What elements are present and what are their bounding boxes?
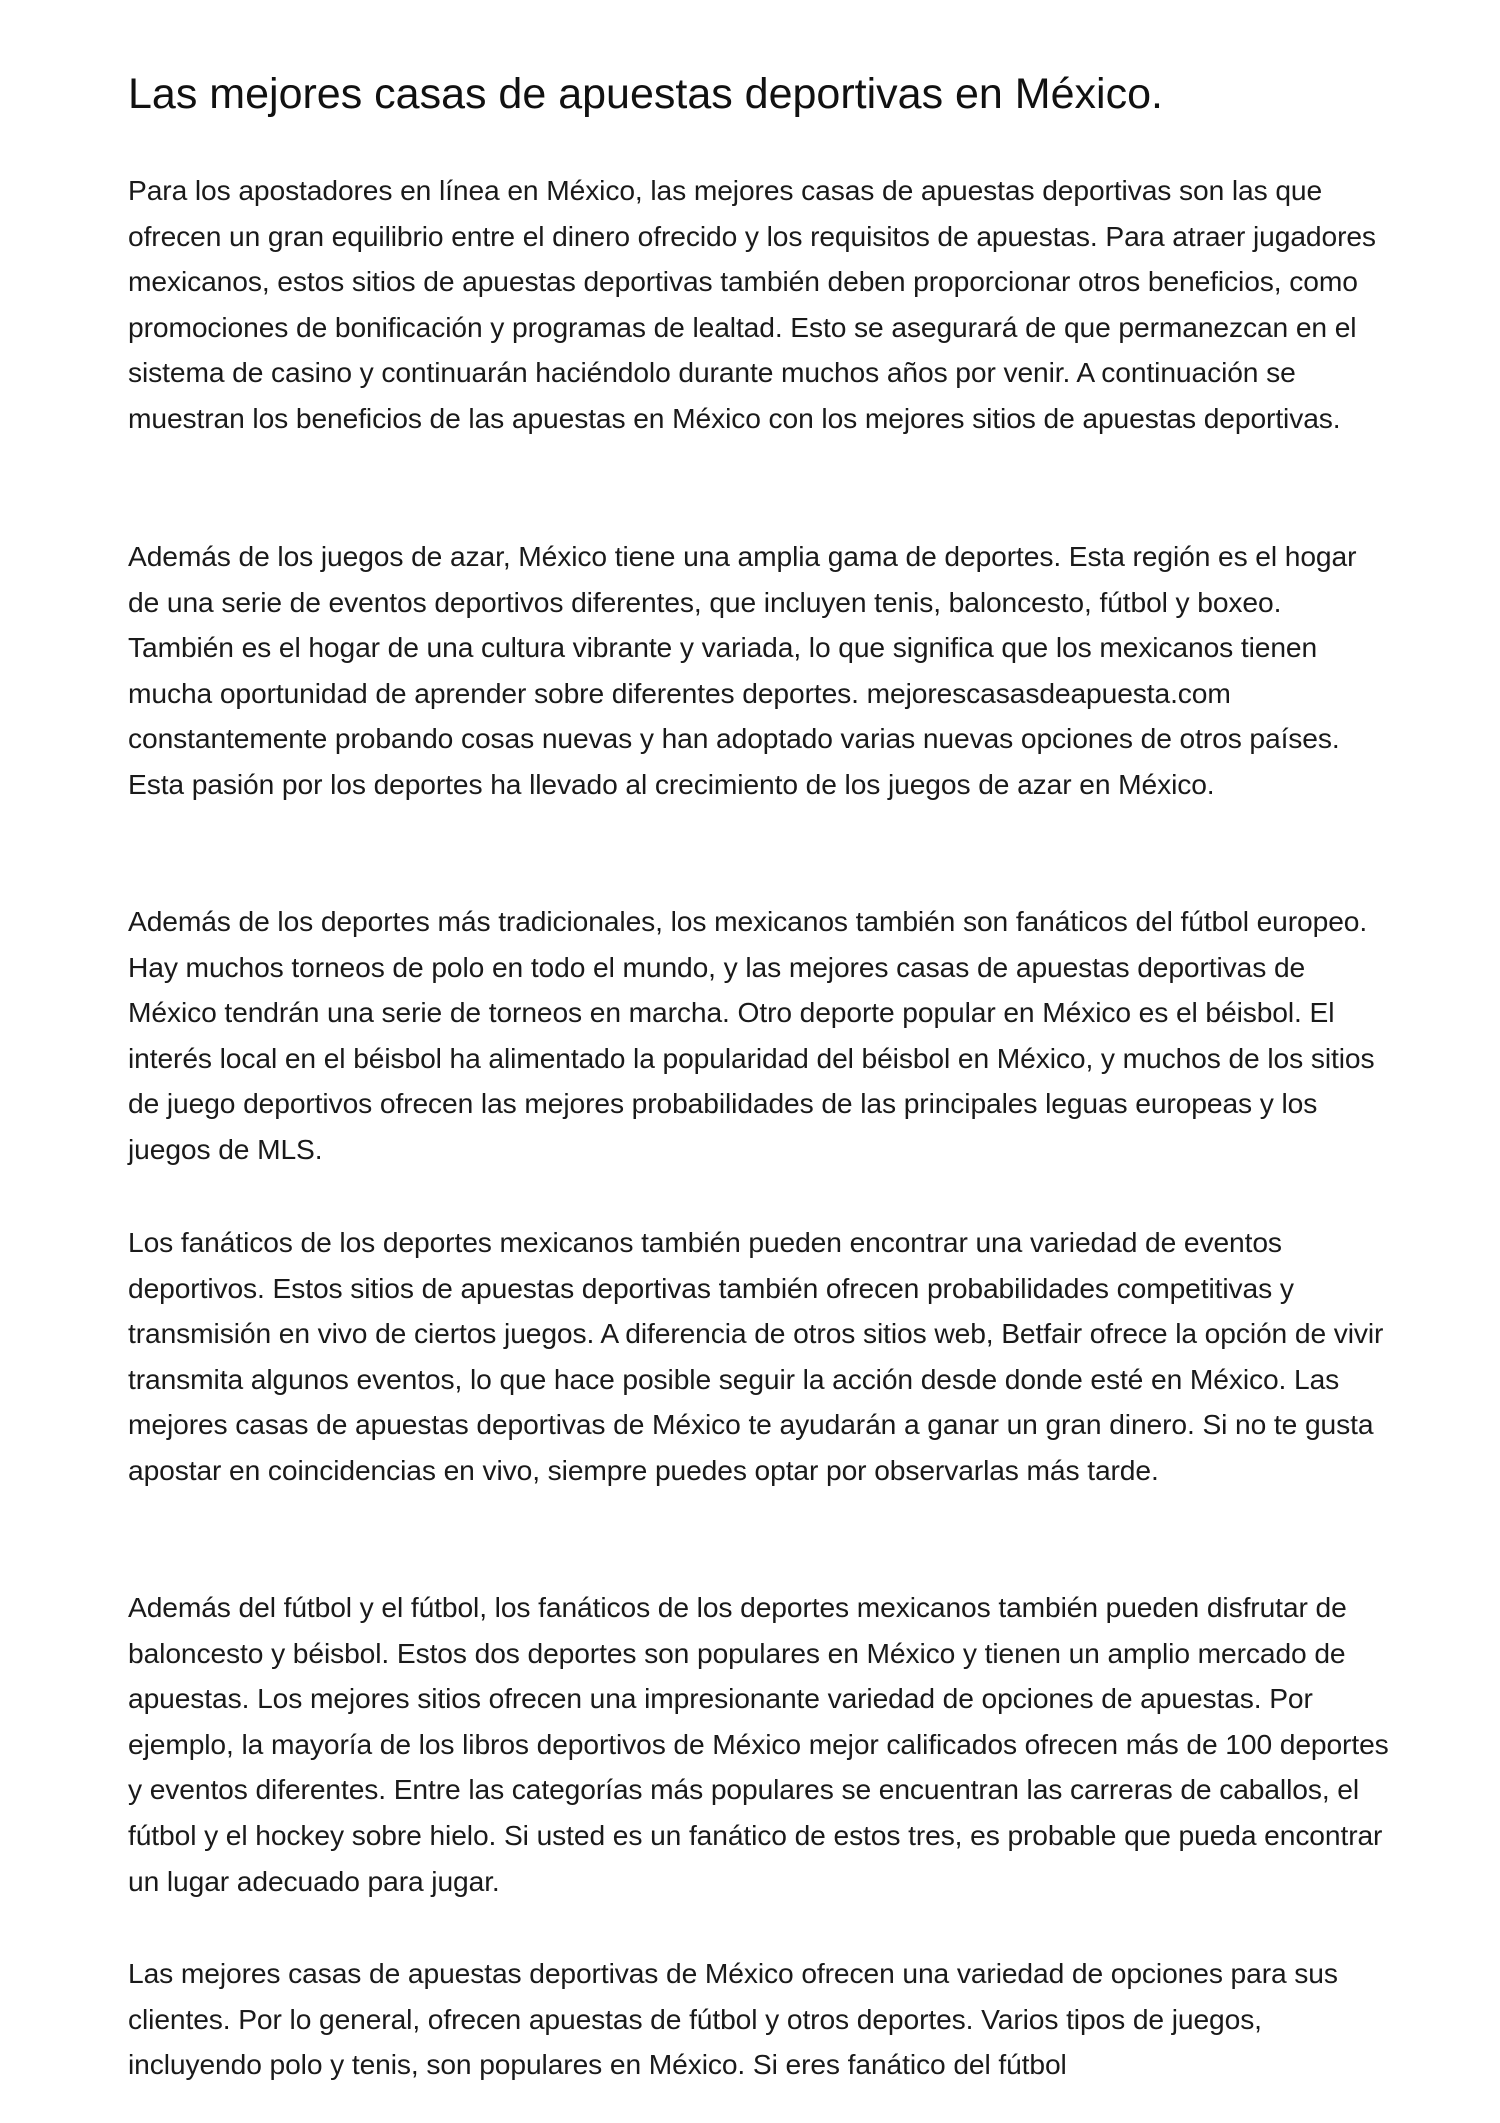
paragraph-3: Además de los deportes más tradicionales, los mexicanos también son fanáticos del fútbol europeo. Hay muchos torneos de polo en todo el mundo, y las mejores casas de apuestas deportivas de México tendrán una serie de torneos en marcha. Otro deporte popular en México es el béisbol. El interés local en el béisbol ha alimentado la popularidad del béisbol en México, y muchos de los sitios de juego deportivos ofrecen las mejores probabilidades de las principales leguas europeas y los juegos de MLS. xyxy=(128,905,1375,1165)
paragraph-1: Para los apostadores en línea en México, las mejores casas de apuestas deportivas son las que ofrecen un gran equilibrio entre el dinero ofrecido y los requisitos de apuestas. Para atraer jugadores mexicanos, estos sitios de apuestas deportivas también deben proporcionar otros beneficios, como promociones de bonificación y programas de lealtad. Esto se asegurará de que permanezcan en el sistema de casino y continuarán haciéndolo durante muchos años por venir. A continuación se muestran los beneficios de las apuestas en México con los mejores sitios de apuestas deportivas. xyxy=(128,174,1376,434)
document-title: Las mejores casas de apuestas deportivas en México. xyxy=(128,70,1163,118)
document-page xyxy=(128,64,1390,2081)
paragraph-5: Además del fútbol y el fútbol, los fanáticos de los deportes mexicanos también pueden disfrutar de baloncesto y béisbol. Estos dos deportes son populares en México y tienen un amplio mercado de apuestas. Los mejores sitios ofrecen una impresionante variedad de opciones de apuestas. Por ejemplo, la mayoría de los libros deportivos de México mejor calificados ofrecen más de 100 deportes y eventos diferentes. Entre las categorías más populares se encuentran las carreras de caballos, el fútbol y el hockey sobre hielo. Si usted es un fanático de estos tres, es probable que pueda encontrar un lugar adecuado para jugar. xyxy=(128,1591,1389,1897)
paragraph-4: Los fanáticos de los deportes mexicanos también pueden encontrar una variedad de eventos deportivos. Estos sitios de apuestas deportivas también ofrecen probabilidades competitivas y transmisión en vivo de ciertos juegos. A diferencia de otros sitios web, Betfair ofrece la opción de vivir transmita algunos eventos, lo que hace posible seguir la acción desde donde esté en México. Las mejores casas de apuestas deportivas de México te ayudarán a ganar un gran dinero. Si no te gusta apostar en coincidencias en vivo, siempre puedes optar por observarlas más tarde. xyxy=(128,1226,1384,1486)
paragraph-6: Las mejores casas de apuestas deportivas de México ofrecen una variedad de opciones para sus clientes. Por lo general, ofrecen apuestas de fútbol y otros deportes. Varios tipos de juegos, incluyendo polo y tenis, son populares en México. Si eres fanático del fútbol xyxy=(128,1957,1338,2081)
paragraph-2: Además de los juegos de azar, México tiene una amplia gama de deportes. Esta región es el hogar de una serie de eventos deportivos diferentes, que incluyen tenis, baloncesto, fútbol y boxeo. También es el hogar de una cultura vibrante y variada, lo que significa que los mexicanos tienen mucha oportunidad de aprender sobre diferentes deportes. mejorescasasdeapuesta.com constantemente probando cosas nuevas y han adoptado varias nuevas opciones de otros países. Esta pasión por los deportes ha llevado al crecimiento de los juegos de azar en México. xyxy=(128,540,1357,800)
